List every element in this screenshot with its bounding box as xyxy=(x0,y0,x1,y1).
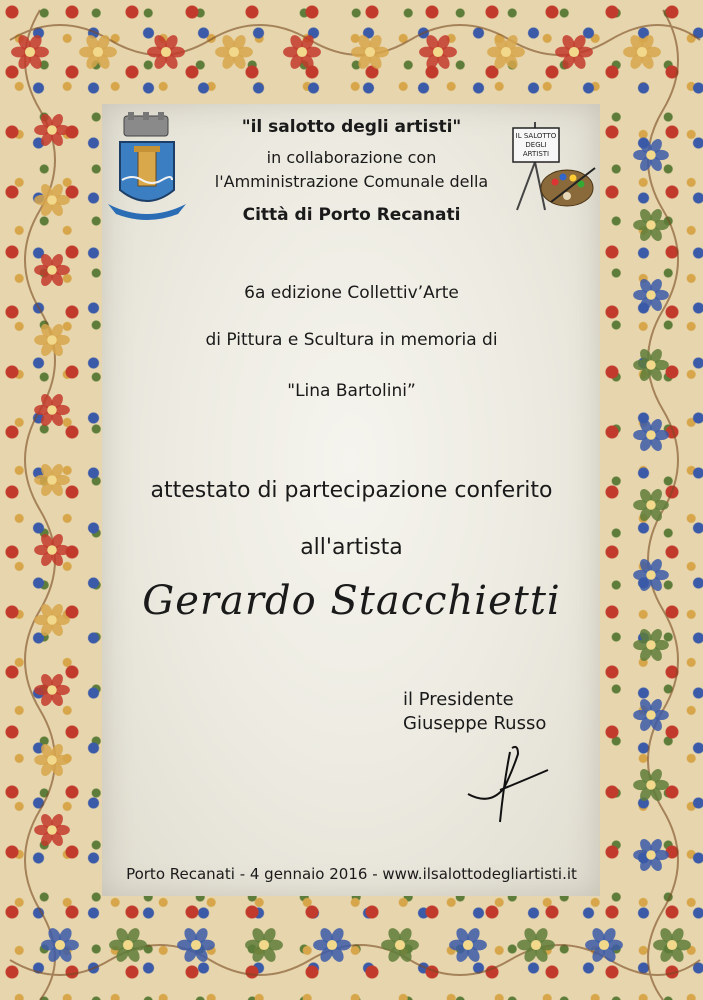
signatory-name: Giuseppe Russo xyxy=(403,713,547,734)
organization-title: "il salotto degli artisti" xyxy=(241,117,462,137)
signatory-block xyxy=(403,688,546,736)
footer-text: Porto Recanati - 4 gennaio 2016 - www.ilsalottodegliartisti.it xyxy=(126,865,577,883)
artist-label: all'artista xyxy=(300,535,403,560)
easel-logo-line3: ARTISTI xyxy=(522,150,550,158)
floral-ornament xyxy=(381,926,419,964)
floral-ornament xyxy=(633,767,669,803)
floral-ornament xyxy=(313,926,351,964)
floral-ornament xyxy=(419,33,457,71)
floral-ornament xyxy=(34,742,70,778)
signature-mark xyxy=(460,742,560,832)
certificate-statement: attestato di partecipazione conferito xyxy=(150,478,553,503)
artist-name: Gerardo Stacchietti xyxy=(142,578,561,624)
floral-ornament xyxy=(633,627,669,663)
collaboration-line-2: l'Amministrazione Comunale della xyxy=(214,172,489,191)
floral-ornament xyxy=(653,926,691,964)
floral-ornament xyxy=(34,812,70,848)
floral-ornament xyxy=(283,33,321,71)
memorial-name: "Lina Bartolini” xyxy=(287,381,416,401)
event-edition: 6a edizione Collettiv’Arte xyxy=(244,283,459,303)
floral-ornament xyxy=(633,417,669,453)
floral-ornament xyxy=(585,926,623,964)
floral-ornament xyxy=(177,926,215,964)
collaboration-line-1: in collaborazione con xyxy=(266,148,437,167)
floral-ornament xyxy=(449,926,487,964)
floral-ornament xyxy=(517,926,555,964)
floral-ornament xyxy=(11,33,49,71)
floral-ornament xyxy=(147,33,185,71)
floral-ornament xyxy=(633,347,669,383)
signatory-role: il Presidente xyxy=(403,689,514,710)
floral-ornament xyxy=(623,33,661,71)
event-category: di Pittura e Scultura in memoria di xyxy=(205,330,498,350)
floral-ornament xyxy=(245,926,283,964)
floral-ornament xyxy=(555,33,593,71)
floral-ornament xyxy=(41,926,79,964)
easel-logo-line2: DEGLI xyxy=(525,141,547,149)
floral-ornament xyxy=(215,33,253,71)
floral-ornament xyxy=(633,697,669,733)
floral-ornament xyxy=(34,672,70,708)
floral-ornament xyxy=(79,33,117,71)
city-name: Città di Porto Recanati xyxy=(242,205,461,225)
floral-ornament xyxy=(351,33,389,71)
easel-logo-line1: IL SALOTTO xyxy=(515,132,557,140)
